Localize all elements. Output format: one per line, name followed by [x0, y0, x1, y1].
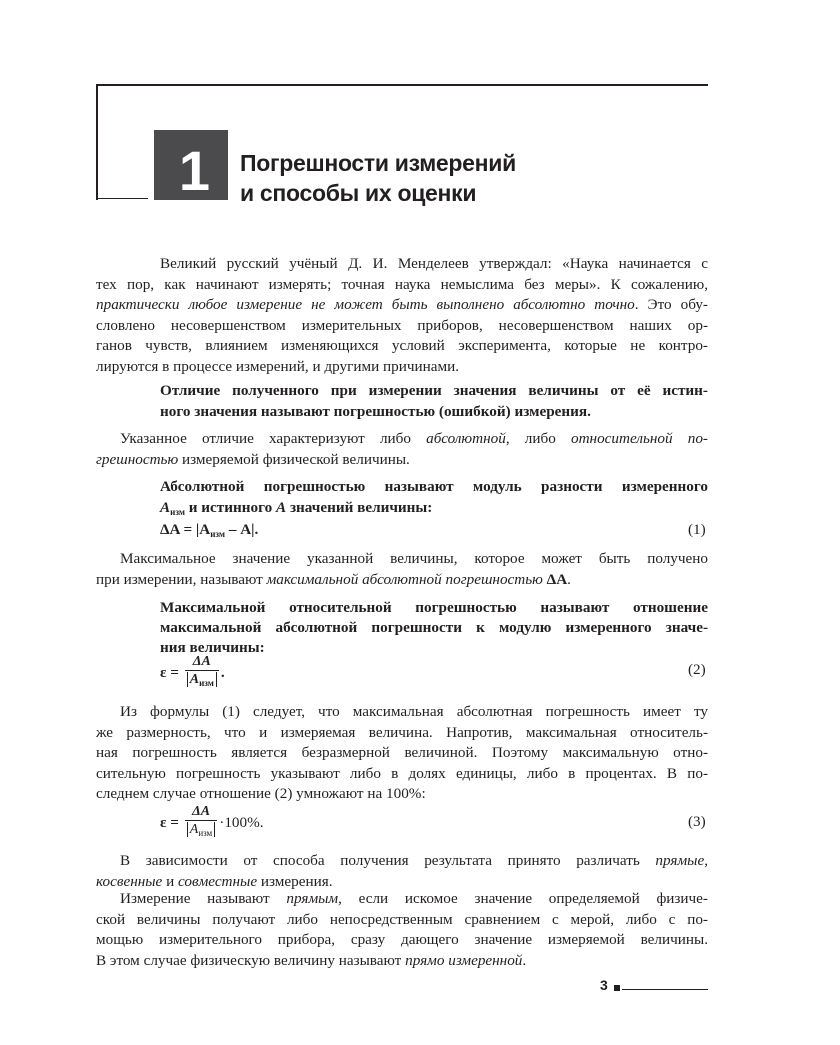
math-symbol: ΔA: [546, 570, 568, 588]
absolute-value: [187, 672, 217, 687]
text-span: и истинного: [184, 499, 277, 516]
math-symbol: A: [160, 499, 171, 516]
math-subscript: изм: [198, 828, 213, 838]
paragraph-max-absolute-error: [96, 549, 708, 590]
text-line: [96, 570, 708, 591]
text-line: тех пор, как начинают измерять; точная наука немыслима без меры». К сожалению,: [96, 275, 708, 293]
math-symbol-text: ΔA: [191, 804, 211, 819]
emphasis-text: прямым: [286, 890, 339, 907]
paragraph-dimensionality: [96, 702, 708, 805]
text-span: В этом случае физическую величину называют: [96, 951, 406, 969]
definition-line: ния величины:: [160, 639, 265, 656]
text-span: , если искомое значение определяемой физиче-: [338, 890, 708, 907]
emphasis-text: косвенные: [96, 872, 163, 890]
formula-text: ΔA = |A: [160, 521, 211, 538]
text-span: измерения.: [257, 872, 333, 890]
formula-text: ·100%.: [219, 814, 264, 831]
text-span: Измерение называют: [120, 890, 287, 907]
math-symbol: ΔA: [192, 654, 211, 669]
text-line: мощью измерительного прибора, сразу дающего значение измеряемой величины.: [96, 931, 708, 949]
equation-number-2: (2): [688, 661, 706, 678]
text-line: сительную погрешность указывают либо в долях единицы, либо в процентах. В по-: [96, 764, 708, 782]
chapter-title-line-1: Погрешности измерений: [240, 150, 516, 176]
chapter-frame-left-rule: [96, 84, 98, 200]
emphasis-text: прямые: [655, 852, 705, 869]
paragraph-error-types: [96, 429, 708, 470]
text-line: же размерность, что и измеряемая величина. Напротив, максимальная относитель-: [96, 723, 708, 741]
chapter-frame-bottom-rule: [96, 198, 148, 199]
math-symbol: [192, 804, 210, 819]
paragraph-intro: [96, 254, 708, 378]
text-line: [96, 951, 708, 972]
emphasis-text: прямо измеренной: [405, 951, 523, 969]
text-span: измеряемой физической величины.: [178, 450, 410, 468]
chapter-frame-top-rule: [96, 84, 708, 86]
chapter-number: 1: [178, 139, 210, 202]
text-span: при измерении, называют: [96, 570, 267, 588]
definition-absolute-error: [160, 476, 708, 523]
definition-line: максимальной абсолютной погрешности к модулю измеренного значе-: [160, 619, 708, 636]
text-line: Великий русский учёный Д. И. Менделеев утверждал: «Наука начинается с: [160, 255, 708, 272]
emphasis-text: совместные: [178, 872, 258, 890]
definition-line: ного значения называют погрешностью (ошибкой) измерения.: [160, 403, 591, 420]
text-line: ской величины получают либо непосредственным сравнением с мерой, либо с по-: [96, 910, 708, 928]
fraction-numerator: [185, 804, 218, 820]
definition-relative-error: [160, 598, 708, 658]
text-line: словлено несовершенством измерительных приборов, несовершенством наших ор-: [96, 316, 708, 334]
text-span: , либо: [505, 430, 571, 447]
page-number-rule: [622, 989, 708, 990]
formula-text: .: [220, 664, 225, 681]
emphasis-text: грешностью: [96, 450, 179, 468]
text-line: ганов чувств, влиянием изменяющихся условий эксперимента, которые не контро-: [96, 337, 708, 355]
text-span: и: [162, 872, 179, 890]
fraction-numerator: [185, 654, 219, 670]
text-line: ная погрешность является безразмерной величиной. Поэтому максимальную отно-: [96, 744, 708, 762]
fraction-denominator: [185, 670, 219, 692]
math-subscript: изм: [199, 678, 214, 688]
math-subscript: изм: [210, 529, 226, 539]
text-span: ,: [704, 852, 708, 869]
absolute-value: [187, 822, 216, 837]
equation-number-1: (1): [688, 521, 706, 538]
paragraph-measurement-kinds: [96, 851, 708, 892]
definition-line: Абсолютной погрешностью называют модуль разности измеренного: [160, 478, 708, 495]
emphasis-text: абсолютной: [426, 430, 506, 447]
fraction-denominator: [185, 820, 218, 842]
text-line: [96, 889, 708, 910]
text-line: [96, 429, 708, 450]
text-span: .: [567, 570, 571, 588]
math-subscript: изм: [170, 507, 185, 517]
page-number-marker: [614, 985, 620, 991]
text-line: лируются в процессе измерений, и другими причинами.: [96, 357, 460, 375]
chapter-title-line-2: и способы их оценки: [240, 180, 477, 206]
emphasis-text: относительной по-: [570, 430, 708, 447]
math-symbol: A: [276, 499, 287, 516]
text-line: [96, 450, 708, 471]
formula-3: [160, 804, 264, 842]
formula-text: – A|.: [225, 521, 259, 538]
definition-error: [160, 380, 708, 422]
text-span: В зависимости от способа получения результата принято различать: [120, 852, 656, 869]
text-span: . Это обу-: [634, 296, 708, 314]
text-line: следнем случае отношение (2) умножают на 100%:: [96, 785, 426, 803]
text-line: Максимальное значение указанной величины, которое может быть получено: [120, 550, 708, 567]
text-span: .: [522, 951, 527, 969]
equation-number-3: (3): [688, 813, 706, 830]
math-symbol: A: [189, 822, 199, 837]
emphasis-text: практически любое измерение не может быть выполнено абсолютно точно: [96, 296, 635, 314]
text-line: [96, 851, 708, 872]
text-span: значений величины:: [286, 499, 433, 516]
fraction: [185, 654, 219, 692]
page-number: 3: [600, 977, 608, 993]
formula-2: [160, 654, 225, 692]
fraction: [185, 804, 218, 842]
text-line: [96, 295, 708, 316]
paragraph-direct-measurement: [96, 889, 708, 971]
text-span: Указанное отличие характеризуют либо: [120, 430, 427, 447]
emphasis-text: максимальной абсолютной погрешностью: [266, 570, 547, 588]
definition-line: Отличие полученного при измерении значения величины от её истин-: [160, 382, 708, 399]
math-symbol: A: [189, 672, 200, 687]
formula-text: ε =: [160, 814, 179, 831]
formula-1: [160, 520, 258, 545]
definition-line: Максимальной относительной погрешностью называют отношение: [160, 599, 708, 616]
chapter-title: [240, 148, 516, 208]
text-line: Из формулы (1) следует, что максимальная абсолютная погрешность имеет ту: [120, 703, 708, 720]
formula-text: ε =: [160, 664, 179, 681]
